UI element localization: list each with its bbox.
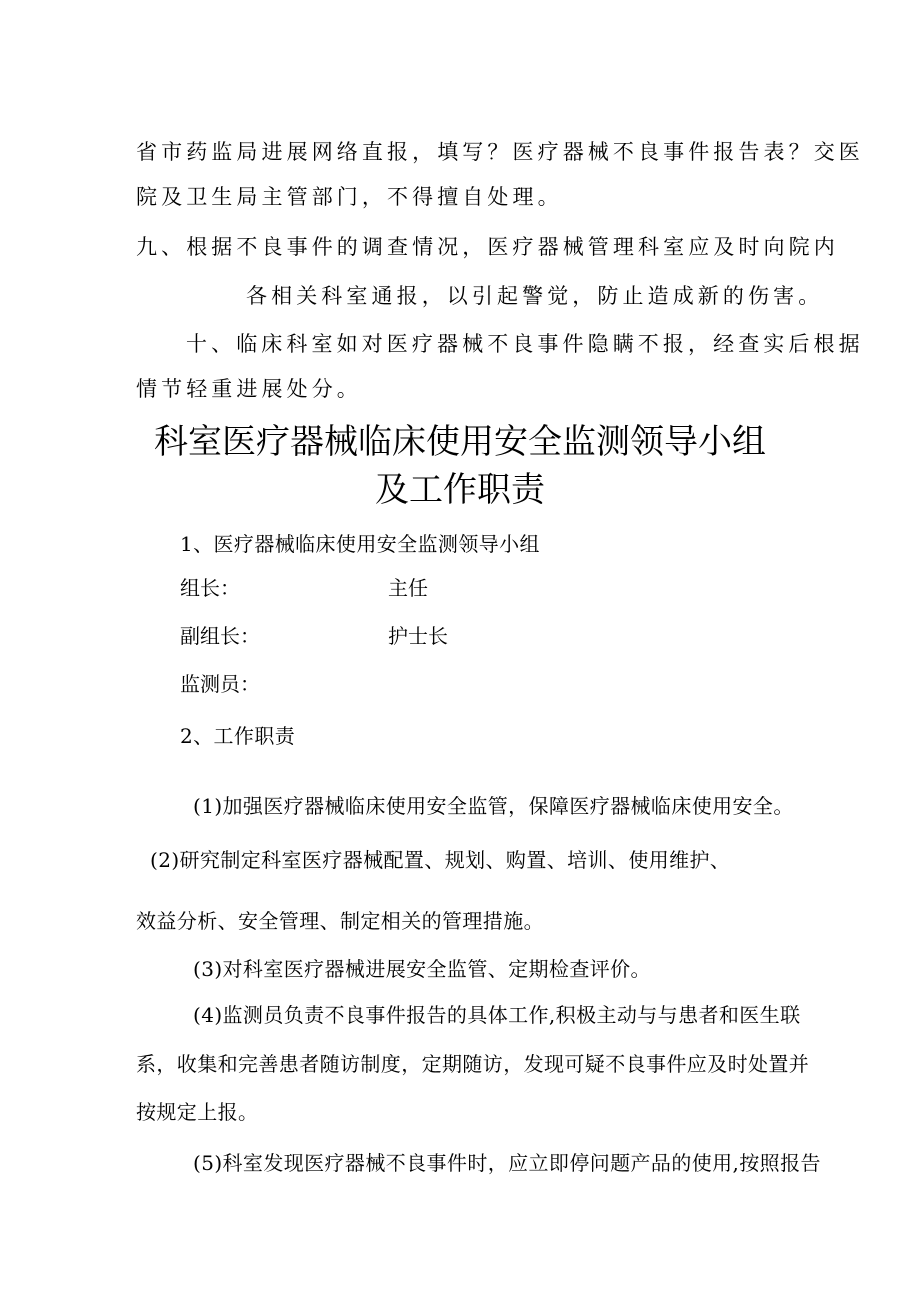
page-title-continued: 及工作职责 <box>375 470 545 510</box>
member-role: 监测员： <box>180 672 260 696</box>
duty-item: (5)科室发现医疗器械不良事件时，应立即停问题产品的使用,按照报告 <box>193 1151 821 1175</box>
paragraph-line: 各相关科室通报，以引起警觉，防止造成新的伤害。 <box>246 284 824 308</box>
paragraph-line: 院及卫生局主管部门，不得擅自处理。 <box>136 185 563 209</box>
member-name: 主任 <box>388 576 428 600</box>
duty-item-continued: 系，收集和完善患者随访制度，定期随访，发现可疑不良事件应及时处置并 <box>136 1052 810 1076</box>
member-role: 副组长： <box>180 624 260 648</box>
duty-item-continued: 效益分析、安全管理、制定相关的管理措施。 <box>136 909 544 933</box>
duty-item-continued: 按规定上报。 <box>136 1100 259 1124</box>
section-heading: 1、医疗器械临床使用安全监测领导小组 <box>180 532 540 556</box>
member-role: 组长： <box>180 576 240 600</box>
duty-item: (3)对科室医疗器械进展安全监管、定期检查评价。 <box>193 957 651 981</box>
section-heading: 2、工作职责 <box>180 724 296 748</box>
paragraph-line: 省市药监局进展网络直报，填写？医疗器械不良事件报告表？交医 <box>136 140 864 164</box>
duty-item: (2)研究制定科室医疗器械配置、规划、购置、培训、使用维护、 <box>150 848 731 872</box>
duty-item: (1)加强医疗器械临床使用安全监管，保障医疗器械临床使用安全。 <box>193 794 794 818</box>
paragraph-line: 情节轻重进展处分。 <box>136 377 362 401</box>
paragraph-line: 九、根据不良事件的调查情况，医疗器械管理科室应及时向院内 <box>136 235 839 259</box>
page-title: 科室医疗器械临床使用安全监测领导小组 <box>154 422 766 462</box>
duty-item: (4)监测员负责不良事件报告的具体工作,积极主动与与患者和医生联 <box>193 1003 801 1027</box>
paragraph-line: 十、临床科室如对医疗器械不良事件隐瞒不报，经查实后根据 <box>186 332 864 356</box>
member-name: 护士长 <box>388 624 448 648</box>
